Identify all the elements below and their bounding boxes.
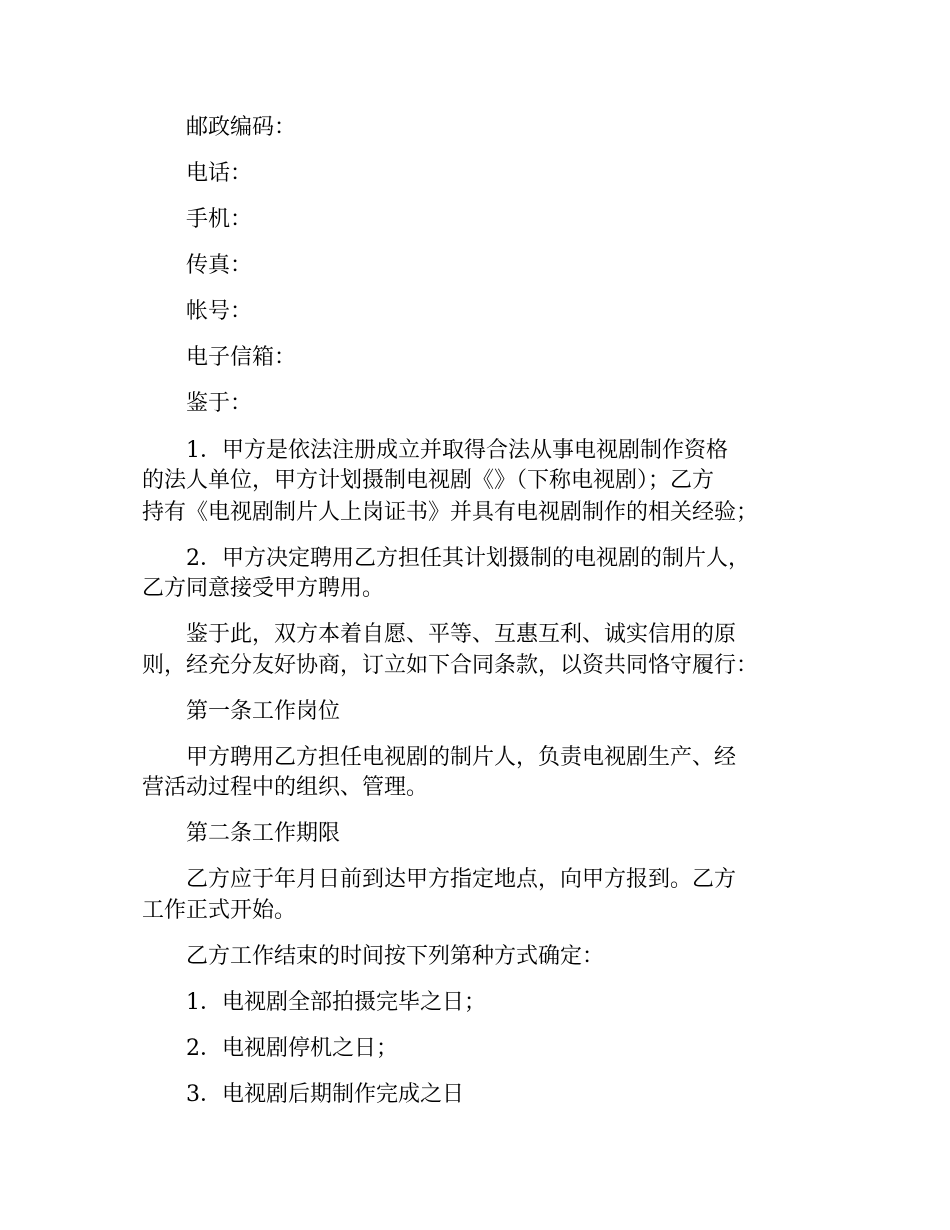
end-option-2: 2．电视剧停机之日； [186,1036,398,1061]
phone-line: 电话： [186,161,253,186]
end-option-1: 1．电视剧全部拍摄完毕之日； [186,990,486,1015]
whereas-item-1-line-3: 持有《电视剧制片人上岗证书》并具有电视剧制作的相关经验； [142,500,759,525]
whereas-item-2-line-2: 乙方同意接受甲方聘用。 [142,576,385,601]
postal-code-line: 邮政编码： [186,115,297,140]
account-line: 帐号： [186,299,253,324]
preamble-line-2: 则，经充分友好协商，订立如下合同条款，以资共同恪守履行： [142,653,759,678]
email-line: 电子信箱： [186,345,297,370]
article-2-heading: 第二条工作期限 [186,821,341,846]
whereas-item-1-line-2: 的法人单位，甲方计划摄制电视剧《》（下称电视剧）；乙方 [142,468,715,493]
whereas-item-2-line-1: 2．甲方决定聘用乙方担任其计划摄制的电视剧的制片人， [186,546,750,571]
article-1-heading: 第一条工作岗位 [186,699,341,724]
whereas-heading: 鉴于： [186,391,253,416]
article-1-body-line-2: 营活动过程中的组织、管理。 [142,775,429,800]
end-option-3: 3．电视剧后期制作完成之日 [186,1082,464,1107]
fax-line: 传真： [186,253,253,278]
end-time-intro: 乙方工作结束的时间按下列第种方式确定： [186,944,605,969]
preamble-line-1: 鉴于此，双方本着自愿、平等、互惠互利、诚实信用的原 [186,622,737,647]
article-1-body-line-1: 甲方聘用乙方担任电视剧的制片人，负责电视剧生产、经 [186,745,737,770]
article-2-body-line-1: 乙方应于年月日前到达甲方指定地点，向甲方报到。乙方 [186,867,737,892]
whereas-item-1-line-1: 1．甲方是依法注册成立并取得合法从事电视剧制作资格 [186,438,728,463]
mobile-line: 手机： [186,207,253,232]
article-2-body-line-2: 工作正式开始。 [142,898,297,923]
